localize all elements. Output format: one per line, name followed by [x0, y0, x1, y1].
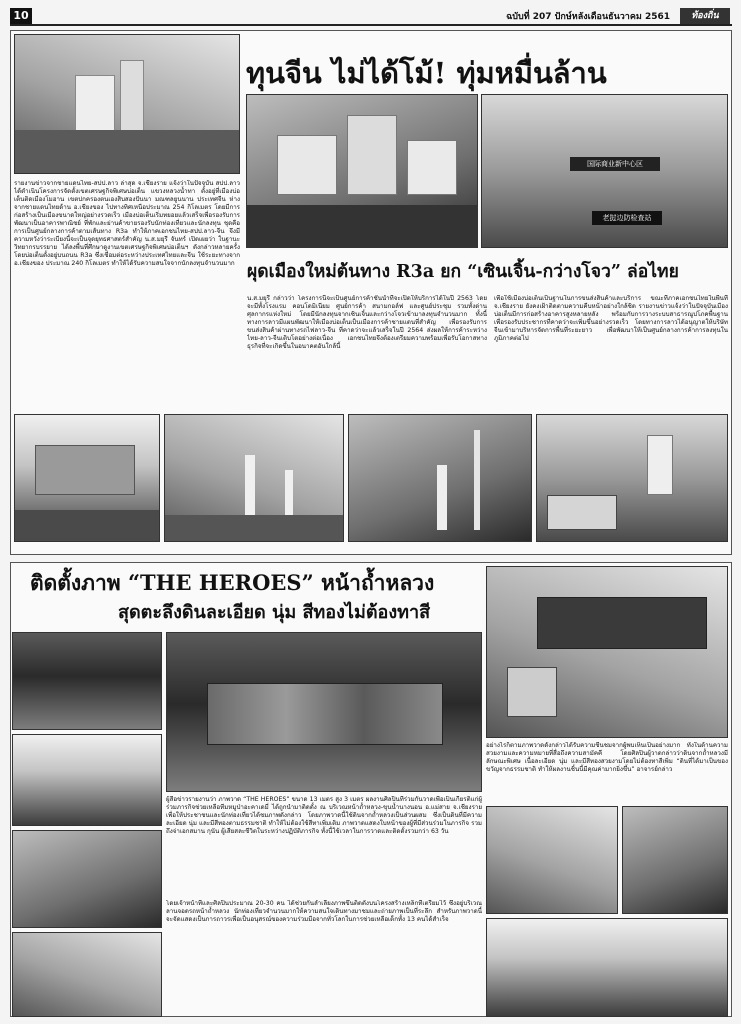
logo: ท้องถิ่น: [680, 8, 730, 24]
railway-pillars-photo: [164, 414, 344, 542]
mural-hall-photo-1: [12, 632, 162, 730]
article1-col2: น.ส.มยุรี กล่าวว่า โครงการนี้จะเป็นศูนย์การค้าชั้นนำที่จะเปิดให้บริการได้ในปี 2563 โดยจะมีทั้งโรงแรม คอนโดมิเนียม ศูนย์การค้า สนามกอล์ฟ และศูนย์ประชุม รวมทั้งด่านศุลกากรแห่งใหม่ โดยมีนักลงทุนจากเซินเจิ้นและกว่างโจวเข้ามาลงทุนจำนวนมาก ทั้งนี้ทางการลาวมีแผนพัฒนาให้เมืองบ่อเต็นเป็นเมืองการค้าชายแดนที่สำคัญ เพื่อรองรับการขนส่งสินค้าผ่านทางรถไฟลาว-จีน ที่คาดว่าจะแล้วเสร็จในปี 2564 ส่งผลให้การค้าระหว่างไทย-ลาว-จีนเติบโตอย่างต่อเนื่อง เอกชนไทยจึงต้องเตรียมความพร้อมเพื่อรับโอกาสทางธุรกิจที่จะเกิดขึ้นในอนาคตอันใกล้นี้: [247, 295, 487, 350]
mural-crowd-photo: [12, 932, 162, 1017]
chinese-sign: 国际商业新中心区: [570, 157, 660, 171]
mural-hall-photo-3: [12, 830, 162, 928]
crane-installation-photo: [486, 566, 728, 738]
pavilion-photo: [486, 806, 618, 914]
jungle-sign-photo: [481, 94, 728, 248]
carrying-mural-photo: [486, 918, 728, 1017]
truck-city-photo: [536, 414, 728, 542]
page-header: [10, 8, 732, 26]
heroes-mural-photo: [166, 632, 482, 792]
framed-painting-photo: [622, 806, 728, 914]
article1-headline: ทุนจีน ไม่ได้โม้! ทุ่มหมื่นล้าน: [246, 56, 607, 90]
pylon-photo: [348, 414, 532, 542]
city-model-photo: [246, 94, 478, 248]
border-checkpoint-photo: [14, 414, 160, 542]
page-number: 10: [10, 8, 32, 24]
issue-info: ฉบับที่ 207 ปักษ์หลังเดือนธันวาคม 2561: [506, 12, 670, 22]
chinese-sign-2: 老挝边防检查站: [592, 211, 662, 225]
construction-photo-1: [14, 34, 240, 174]
mural-hall-photo-2: [12, 734, 162, 826]
article2-subheadline: สุดตะลึงดินละเอียด นุ่ม สีทองไม่ต้องทาสี: [118, 602, 431, 623]
article2-col2: โดยเจ้าหน้าที่และศิลปินประมาณ 20-30 คน ได้ช่วยกันลำเลียงภาพขึ้นติดตั้งบนโครงสร้างเหล็กที่เตรียมไว้ ซึ่งอยู่บริเวณลานจอดรถหน้าถ้ำหลวง นักท่องเที่ยวจำนวนมากให้ความสนใจเดินทางมาชมและถ่ายภาพเป็นที่ระลึก สำหรับภาพวาดนี้จะจัดแสดงเป็นการถาวรเพื่อเป็นอนุสรณ์ของความร่วมมือจากทั่วโลกในการช่วยเหลือเด็กทั้ง 13 คนได้สำเร็จ: [166, 900, 482, 923]
article2-col1: ผู้สื่อข่าวรายงานว่า ภาพวาด “THE HEROES” ขนาด 13 เมตร สูง 3 เมตร ผลงานศิลปินที่ร่วมกันวาดเพื่อเป็นเกียรติแก่ผู้ร่วมภารกิจช่วยเหลือทีมหมูป่าอะคาเดมี่ ได้ถูกนำมาติดตั้ง ณ บริเวณหน้าถ้ำหลวง-ขุนน้ำนางนอน อ.แม่สาย จ.เชียงราย เพื่อให้ประชาชนและนักท่องเที่ยวได้ชมภาพดังกล่าว โดยภาพวาดนี้ใช้ดินจากถ้ำหลวงเป็นส่วนผสม ซึ่งเป็นดินที่มีความละเอียด นุ่ม และมีสีทองตามธรรมชาติ ทำให้ไม่ต้องใช้สีทาเพิ่มเติม ภาพวาดแสดงใบหน้าของผู้ที่มีส่วนร่วมในภารกิจ รวมถึงจ่าเอกสมาน กุนัน ผู้เสียสละชีวิตในระหว่างปฏิบัติภารกิจ ทั้งนี้ใช้เวลาในการวาดและติดตั้งรวมกว่า 63 วัน: [166, 796, 482, 835]
article1-col1: รายงานข่าวจากชายแดนไทย-สปป.ลาว ล่าสุด จ.เชียงราย แจ้งว่าในปัจจุบัน สปป.ลาว ได้ดำเนินโครงการจัดตั้งเขตเศรษฐกิจพิเศษบ่อเต็น แขวงหลวงน้ำทา ตั้งอยู่ที่เมืองบ่อเต็นติดเมืองโมฮาน เขตปกครองตนเองสิบสองปันนา มณฑลยูนนาน ประเทศจีน ห่างจากชายแดนไทยด้าน อ.เชียงของ ไปทางทิศเหนือประมาณ 254 กิโลเมตร โดยมีการก่อสร้างเป็นเมืองขนาดใหญ่อย่างรวดเร็ว เมืองบ่อเต็นเริ่มทยอยแล้วเสร็จเพื่อรองรับการพัฒนาเป็นอาคารพาณิชย์ ที่พักและย่านค้าขายรองรับนักท่องเที่ยวและนักลงทุน ชุดคือการเป็นศูนย์กลางการค้าตามเส้นทาง R3a ทำให้ภาคเอกชนไทย-สปป.ลาว-จีน จึงมีความหวังว่าระเบียงนี้จะเป็นจุดยุทธศาสตร์สำคัญ น.ส.มยุรี จันทร์ เปิดเผยว่า ในฐานะวิทยากรบรรยาย ได้ลงพื้นที่ศึกษาดูงานเขตเศรษฐกิจพิเศษบ่อเต็นฯ ดังกล่าวหลายครั้ง โดยบ่อเต็นตั้งอยู่บนถนน R3a ซึ่งเชื่อมต่อระหว่างประเทศไทยและจีน ใช้ระยะทางจาก อ.เชียงของ ประมาณ 240 กิโลเมตร ทำให้ได้รับความสนใจจากนักลงทุนจำนวนมาก: [14, 180, 240, 267]
article2-headline: ติดตั้งภาพ “THE HEROES” หน้าถ้ำหลวง: [30, 570, 435, 595]
article1-subheadline: ผุดเมืองใหม่ต้นทาง R3a ยก “เซินเจิ้น-กว่างโจว” ล่อไทย: [247, 262, 679, 282]
article1-col3: เพื่อใช้เมืองบ่อเต็นเป็นฐานในการขนส่งสินค้าและบริการ ขณะที่ภาคเอกชนไทยในพื้นที่ จ.เชียงราย ยังคงเฝ้าติดตามความคืบหน้าอย่างใกล้ชิด รายงานข่าวแจ้งว่าในปัจจุบันเมืองบ่อเต็นมีการก่อสร้างอาคารสูงหลายหลัง พร้อมกับการวางระบบสาธารณูปโภคพื้นฐาน เพื่อรองรับประชากรที่คาดว่าจะเพิ่มขึ้นอย่างรวดเร็ว โดยทางการลาวได้อนุญาตให้บริษัทจีนเข้ามาบริหารจัดการพื้นที่ระยะยาว เพื่อพัฒนาให้เป็นศูนย์กลางการค้าการลงทุนในภูมิภาคต่อไป: [494, 295, 728, 342]
article2-col3: อย่างไรก็ตามภาพวาดดังกล่าวได้รับความชื่นชมจากผู้พบเห็นเป็นอย่างมาก ทั้งในด้านความสวยงามและความหมายที่สื่อถึงความสามัคคี โดยศิลปินผู้วาดกล่าวว่าดินจากถ้ำหลวงมีลักษณะพิเศษ เนื้อละเอียด นุ่ม และมีสีทองสวยงามโดยไม่ต้องทาสีเพิ่ม “ดินที่ได้มาเป็นของขวัญจากธรรมชาติ ทำให้ผลงานชิ้นนี้มีคุณค่ามากยิ่งขึ้น” อาจารย์กล่าว: [486, 742, 728, 773]
